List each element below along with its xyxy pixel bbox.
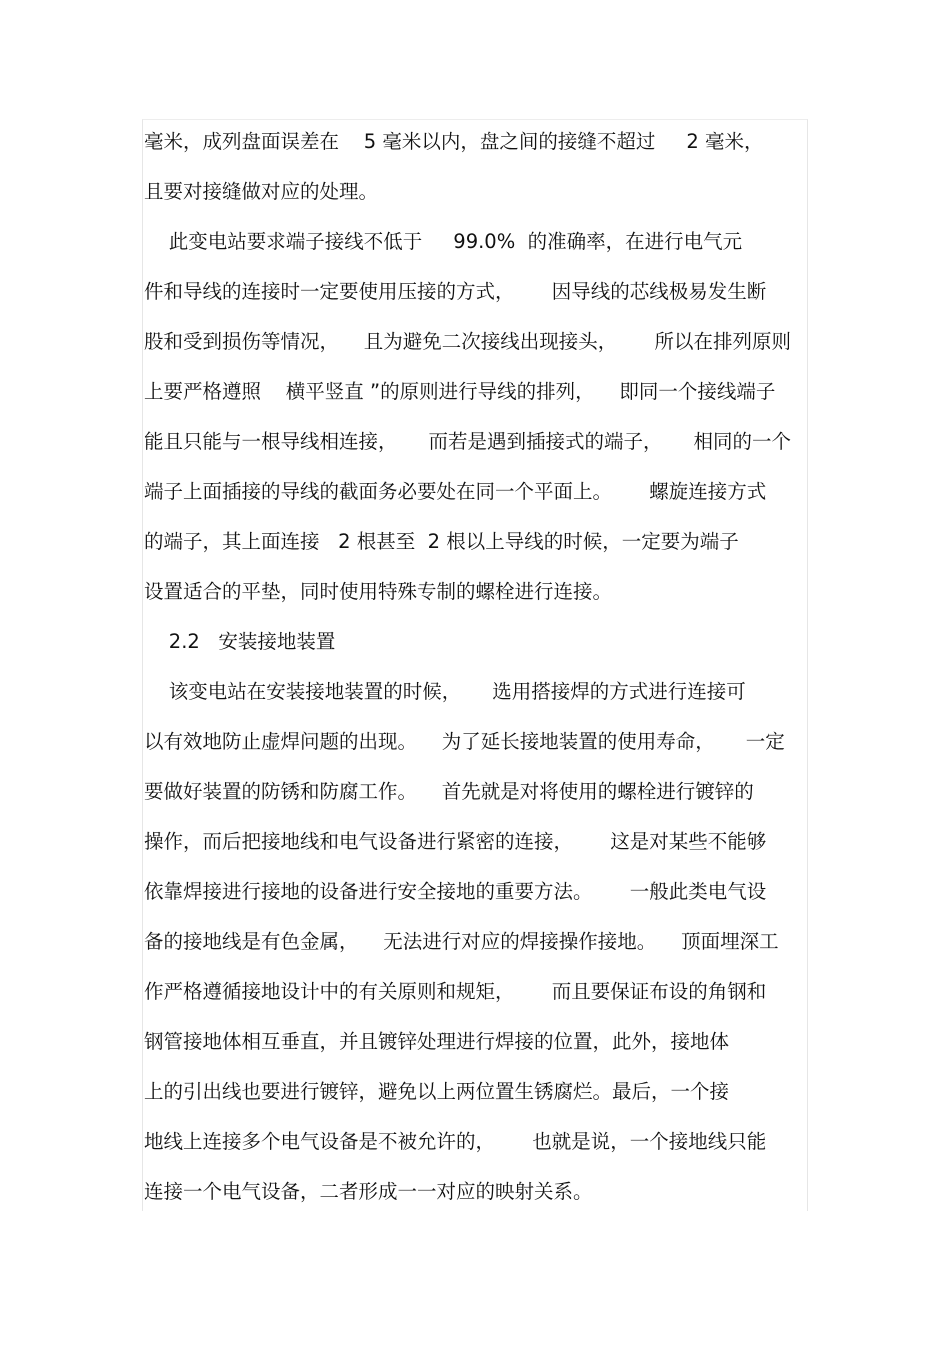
text-line: 股和受到损伤等情况， 且为避免二次接线出现接头， 所以在排列原则 <box>144 330 791 353</box>
section-heading: 2.2 安装接地装置 <box>144 630 336 653</box>
text-line: 的端子，其上面连接 2 根甚至 2 根以上导线的时候，一定要为端子 <box>144 530 739 553</box>
text-line: 能且只能与一根导线相连接， 而若是遇到插接式的端子， 相同的一个 <box>144 430 791 453</box>
text-line: 备的接地线是有色金属， 无法进行对应的焊接操作接地。 顶面埋深工 <box>144 930 779 953</box>
text-line: 依靠焊接进行接地的设备进行安全接地的重要方法。 一般此类电气设 <box>144 880 767 903</box>
text-line: 端子上面插接的导线的截面务必要处在同一个平面上。 螺旋连接方式 <box>144 480 767 503</box>
text-line: 上要严格遵照 横平竖直 ”的原则进行导线的排列， 即同一个接线端子 <box>144 380 776 403</box>
text-line: 地线上连接多个电气设备是不被允许的， 也就是说，一个接地线只能 <box>144 1130 767 1153</box>
text-line: 操作，而后把接地线和电气设备进行紧密的连接， 这是对某些不能够 <box>144 830 767 853</box>
text-line: 毫米，成列盘面误差在 5 毫米以内，盘之间的接缝不超过 2 毫米， <box>144 130 764 153</box>
text-line: 件和导线的连接时一定要使用压接的方式， 因导线的芯线极易发生断 <box>144 280 767 303</box>
text-line: 且要对接缝做对应的处理。 <box>144 180 379 203</box>
text-line: 钢管接地体相互垂直，并且镀锌处理进行焊接的位置，此外，接地体 <box>144 1030 730 1053</box>
text-line: 此变电站要求端子接线不低于 99.0% 的准确率，在进行电气元 <box>144 230 743 253</box>
text-line: 设置适合的平垫，同时使用特殊专制的螺栓进行连接。 <box>144 580 613 603</box>
text-line: 以有效地防止虚焊问题的出现。 为了延长接地装置的使用寿命， 一定 <box>144 730 785 753</box>
text-line: 该变电站在安装接地装置的时候， 选用搭接焊的方式进行连接可 <box>144 680 746 703</box>
text-line: 连接一个电气设备，二者形成一一对应的映射关系。 <box>144 1180 593 1203</box>
text-line: 上的引出线也要进行镀锌，避免以上两位置生锈腐烂。最后，一个接 <box>144 1080 730 1103</box>
text-line: 作严格遵循接地设计中的有关原则和规矩， 而且要保证布设的角钢和 <box>144 980 767 1003</box>
text-line: 要做好装置的防锈和防腐工作。 首先就是对将使用的螺栓进行镀锌的 <box>144 780 754 803</box>
